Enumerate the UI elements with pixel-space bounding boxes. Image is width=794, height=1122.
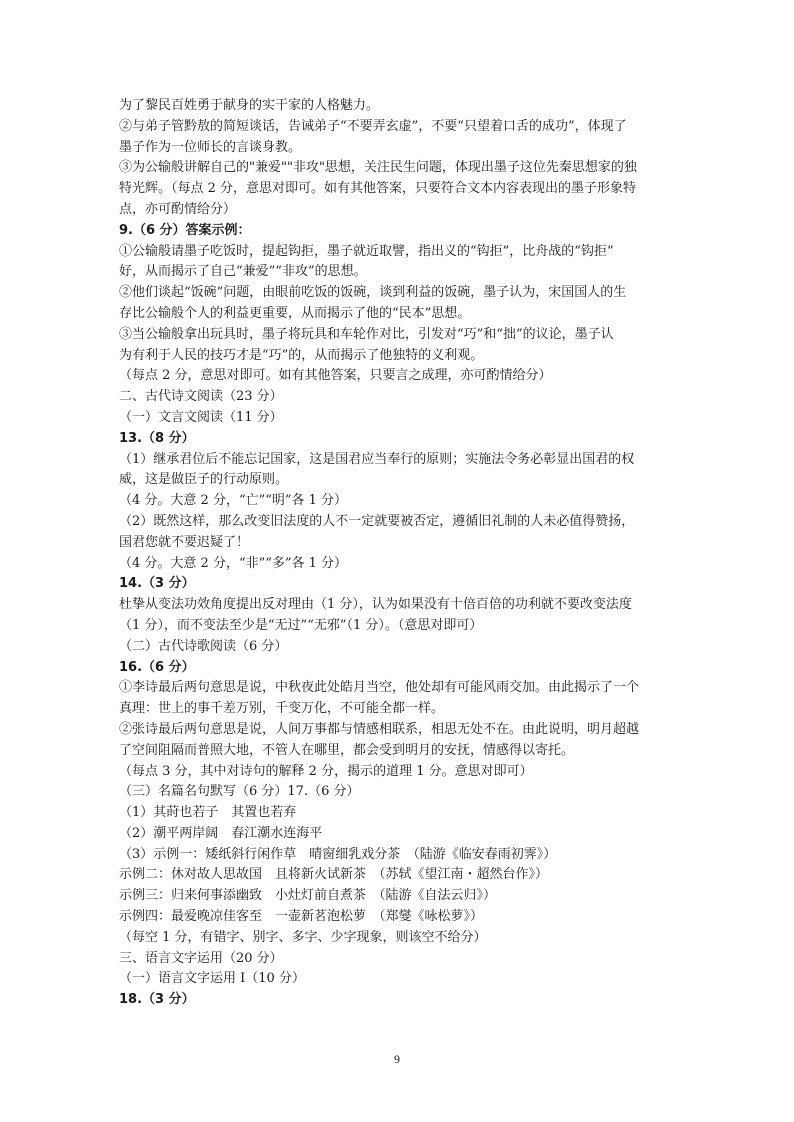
- text-line: 14.（3 分）: [119, 576, 195, 592]
- text-line: 真理：世上的事千差万别，千变万化，不可能全都一样。: [119, 701, 445, 717]
- text-line: （2）潮平两岸阔 春江潮水连海平: [119, 825, 323, 841]
- text-line: 国君您就不要迟疑了！: [119, 534, 250, 550]
- text-line: （1 分），而不变法至少是“无过”“无邪”（1 分）。（意思对即可）: [119, 617, 483, 633]
- text-line: 16.（6 分）: [119, 659, 195, 675]
- text-line: 存比公输般个人的利益更重要，从而揭示了他的“民本”思想。: [119, 305, 471, 321]
- text-line: （每点 3 分，其中对诗句的解释 2 分，揭示的道理 1 分。意思对即可）: [119, 763, 533, 779]
- text-line: （3）示例一：矮纸斜行闲作草 晴窗细乳戏分茶 （陆游《临安春雨初霁》）: [119, 846, 557, 862]
- text-line: （三）名篇名句默写（6 分）17.（6 分）: [119, 784, 360, 800]
- text-line: （每空 1 分，有错字、别字、多字、少字现象，则该空不给分）: [119, 929, 487, 945]
- text-line: 13.（8 分）: [119, 430, 195, 446]
- text-line: 示例二：休对故人思故国 且将新火试新茶 （苏轼《望江南・超然台作》）: [119, 867, 549, 883]
- text-line: 18.（3 分）: [119, 992, 195, 1008]
- text-line: （一）文言文阅读（11 分）: [119, 409, 283, 425]
- text-line: 杜挚从变法功效角度提出反对理由（1 分），认为如果没有十倍百倍的功利就不要改变法度: [119, 597, 632, 613]
- text-line: 为了黎民百姓勇于献身的实干家的人格魅力。: [119, 98, 380, 113]
- text-line: （1）继承君位后不能忘记国家，这是国君应当奉行的原则；实施法令务必彰显出国君的权: [119, 451, 635, 467]
- text-line: 好，从而揭示了自己“兼爱”“非攻”的思想。: [119, 264, 367, 280]
- text-line: 三、语言文字运用（20 分）: [119, 950, 283, 966]
- text-line: （一）语言文字运用 I（10 分）: [119, 971, 305, 987]
- text-line: （1）其莳也若子 其置也若弃: [119, 805, 297, 821]
- text-line: ③当公输般拿出玩具时，墨子将玩具和车轮作对比，引发对“巧”和“拙”的议论，墨子认: [119, 326, 614, 342]
- text-line: ①公输般请墨子吃饭时，提起钩拒，墨子就近取譬，指出义的“钩拒”，比舟战的“钩拒”: [119, 243, 614, 259]
- text-line: 了空间阻隔而普照大地，不管人在哪里，都会受到明月的安抚，情感得以寄托。: [119, 742, 575, 758]
- text-line: （每点 2 分，意思对即可。如有其他答案，只要言之成理，亦可酌情给分）: [119, 368, 552, 384]
- text-line: 特光辉。（每点 2 分，意思对即可。如有其他答案，只要符合文本内容表现出的墨子形象特: [119, 181, 637, 197]
- text-line: （二）古代诗歌阅读（6 分）: [119, 638, 288, 654]
- text-line: ③为公输般讲解自己的"兼爱""非攻"思想，关注民生问题，体现出墨子这位先秦思想家的独: [119, 160, 637, 176]
- document-body: [119, 96, 684, 1011]
- text-line: ②张诗最后两句意思是说，人间万事都与情感相联系，相思无处不在。由此说明，明月超越: [119, 721, 640, 737]
- text-line: 示例四：最爱晚凉佳客至 一壶新茗泡松萝 （郑燮《咏松萝》）: [119, 909, 484, 925]
- text-line: 二、古代诗文阅读（23 分）: [119, 389, 283, 405]
- text-line: ②他们谈起“饭碗”问题，由眼前吃饭的饭碗，谈到利益的饭碗，墨子认为，宋国国人的生: [119, 285, 627, 301]
- text-line: 9.（6 分）答案示例：: [119, 222, 251, 238]
- text-line: ②与弟子管黔敖的简短谈话，告诫弟子“不要弄玄虚”，不要“只望着口舌的成功”，体现了: [119, 118, 627, 134]
- text-line: 点，亦可酌情给分）: [119, 201, 237, 217]
- text-line: ①李诗最后两句意思是说，中秋夜此处皓月当空，他处却有可能风雨交加。由此揭示了一个: [119, 680, 640, 696]
- text-line: 威，这是做臣子的行动原则。: [119, 472, 289, 488]
- text-line: 示例三：归来何事添幽致 小灶灯前自煮茶 （陆游《自法云归》）: [119, 888, 497, 904]
- page-number: 9: [394, 1052, 400, 1066]
- text-line: （4 分。大意 2 分，“亡”“明”各 1 分）: [119, 493, 348, 509]
- text-line: （4 分。大意 2 分，“非”“多”各 1 分）: [119, 555, 348, 571]
- text-line: （2）既然这样，那么改变旧法度的人不一定就要被否定，遵循旧礼制的人未必值得赞扬，: [119, 513, 635, 529]
- text-line: 墨子作为一位师长的言谈身教。: [119, 139, 302, 155]
- text-line: 为有利于人民的技巧才是“巧”的，从而揭示了他独特的义利观。: [119, 347, 484, 363]
